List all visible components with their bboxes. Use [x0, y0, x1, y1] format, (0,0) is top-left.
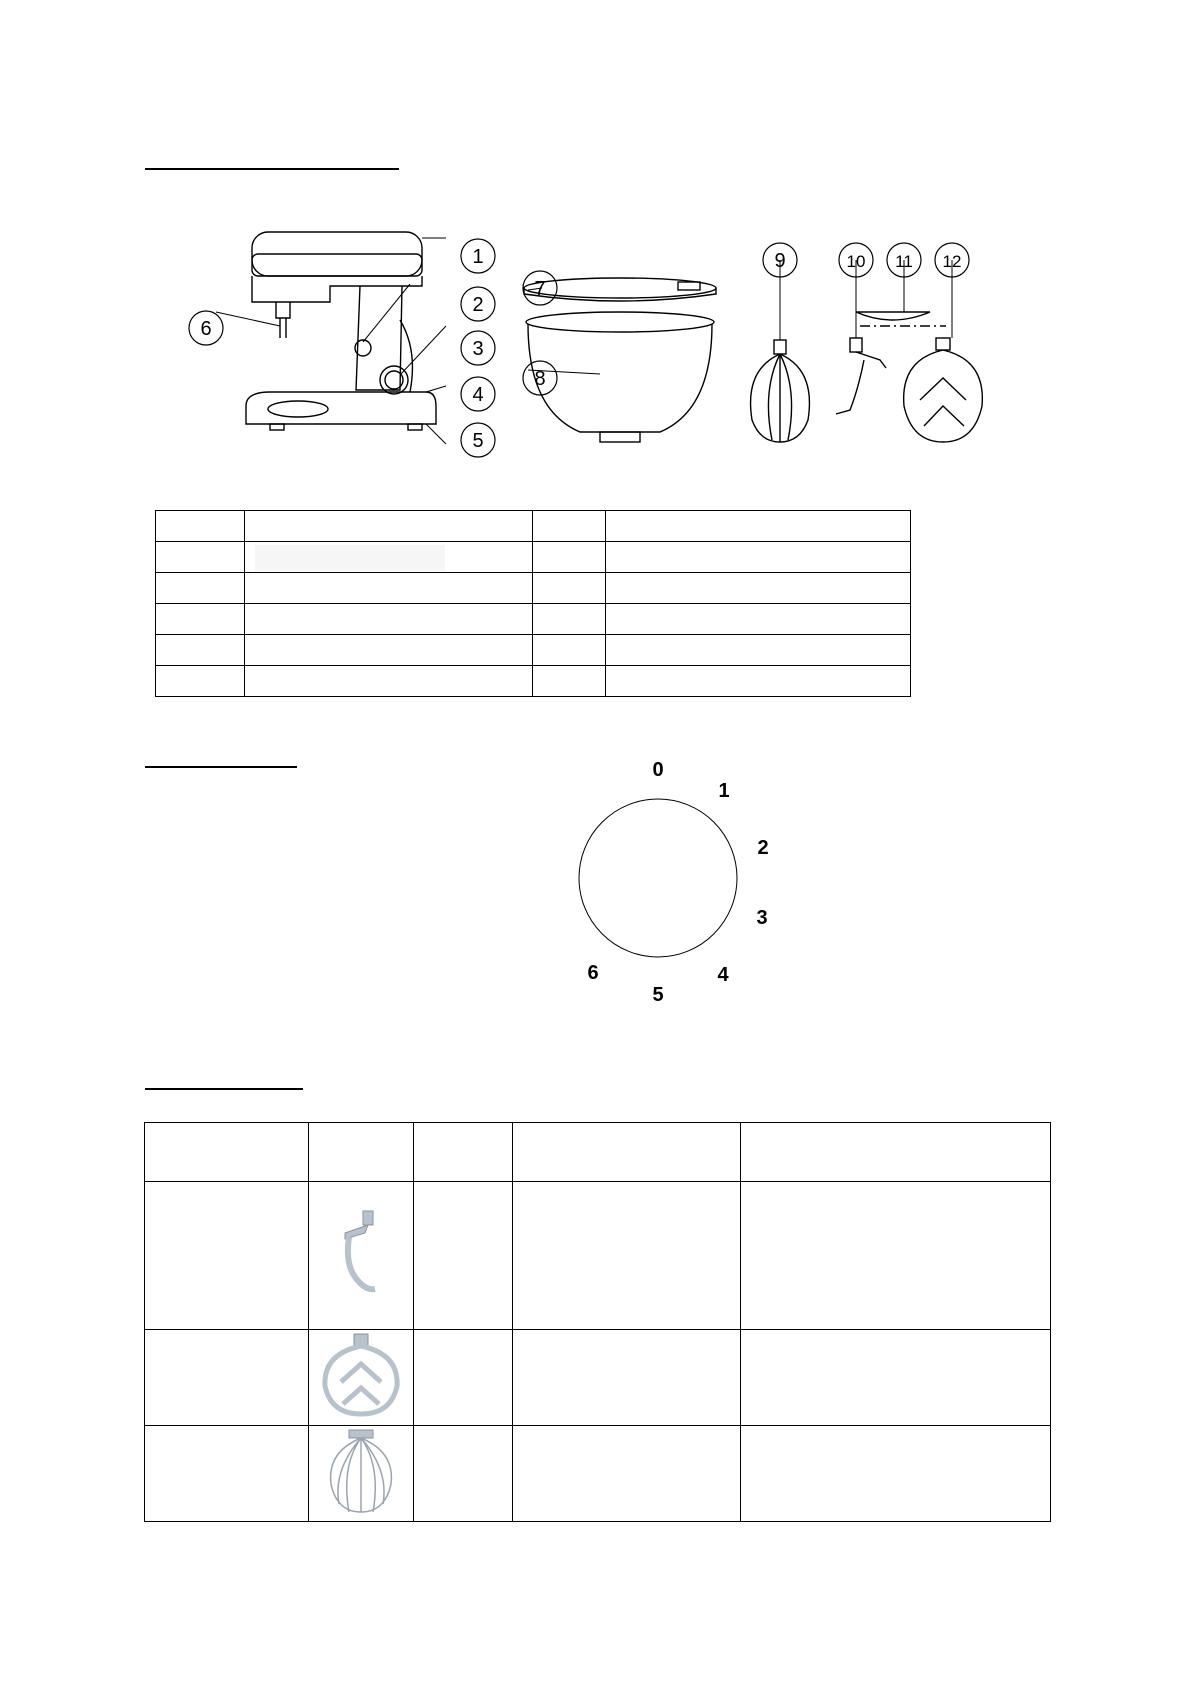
- callout-11: 11: [895, 252, 913, 271]
- table-row: [156, 573, 911, 604]
- callout-1: 1: [472, 246, 484, 268]
- table-row: [156, 635, 911, 666]
- callout-2: 2: [472, 294, 484, 316]
- callout-9: 9: [774, 250, 786, 272]
- parts-list-table: [155, 510, 911, 697]
- disc-attachment-icon: [856, 312, 946, 326]
- speed-label-5: 5: [652, 984, 664, 1006]
- speed-label-0: 0: [652, 759, 664, 781]
- splash-guard-icon: [524, 278, 716, 301]
- mixing-bowl-icon: [526, 312, 714, 442]
- wire-whisk-icon: [321, 1426, 401, 1516]
- table-row: [145, 1426, 1051, 1522]
- table-row: [156, 604, 911, 635]
- table-row: [145, 1182, 1051, 1330]
- speed-label-3: 3: [756, 907, 768, 929]
- table-row: [156, 542, 911, 573]
- shaded-cell: [255, 545, 445, 571]
- stand-mixer-icon: [246, 232, 436, 430]
- stand-mixer-parts-illustration: [160, 210, 1020, 480]
- callout-10: 10: [846, 252, 866, 271]
- callout-6: 6: [200, 318, 212, 340]
- speed-dial-circle: [579, 799, 737, 957]
- dough-hook-icon: [331, 1203, 391, 1303]
- table-header-row: [145, 1123, 1051, 1182]
- dough-hook-attachment-icon: [836, 338, 886, 414]
- speed-label-4: 4: [717, 964, 729, 986]
- speed-dial-diagram: [570, 750, 790, 1010]
- callout-3: 3: [472, 338, 484, 360]
- callout-12: 12: [942, 252, 962, 271]
- callout-4: 4: [472, 384, 484, 406]
- whisk-attachment-icon: [751, 340, 810, 442]
- accessories-table: [144, 1122, 1051, 1522]
- flat-beater-icon: [313, 1330, 409, 1420]
- callout-7: 7: [534, 278, 546, 300]
- callout-5: 5: [472, 430, 484, 452]
- table-row: [156, 666, 911, 697]
- speed-label-6: 6: [587, 962, 599, 984]
- flat-beater-attachment-icon: [904, 338, 983, 442]
- table-row: [156, 511, 911, 542]
- speed-label-2: 2: [757, 837, 769, 859]
- section-3-heading-rule: [145, 1088, 303, 1090]
- section-1-heading-rule: [145, 168, 399, 170]
- table-row: [145, 1330, 1051, 1426]
- speed-label-1: 1: [718, 780, 730, 802]
- section-2-heading-rule: [145, 766, 297, 768]
- callout-8: 8: [534, 368, 546, 390]
